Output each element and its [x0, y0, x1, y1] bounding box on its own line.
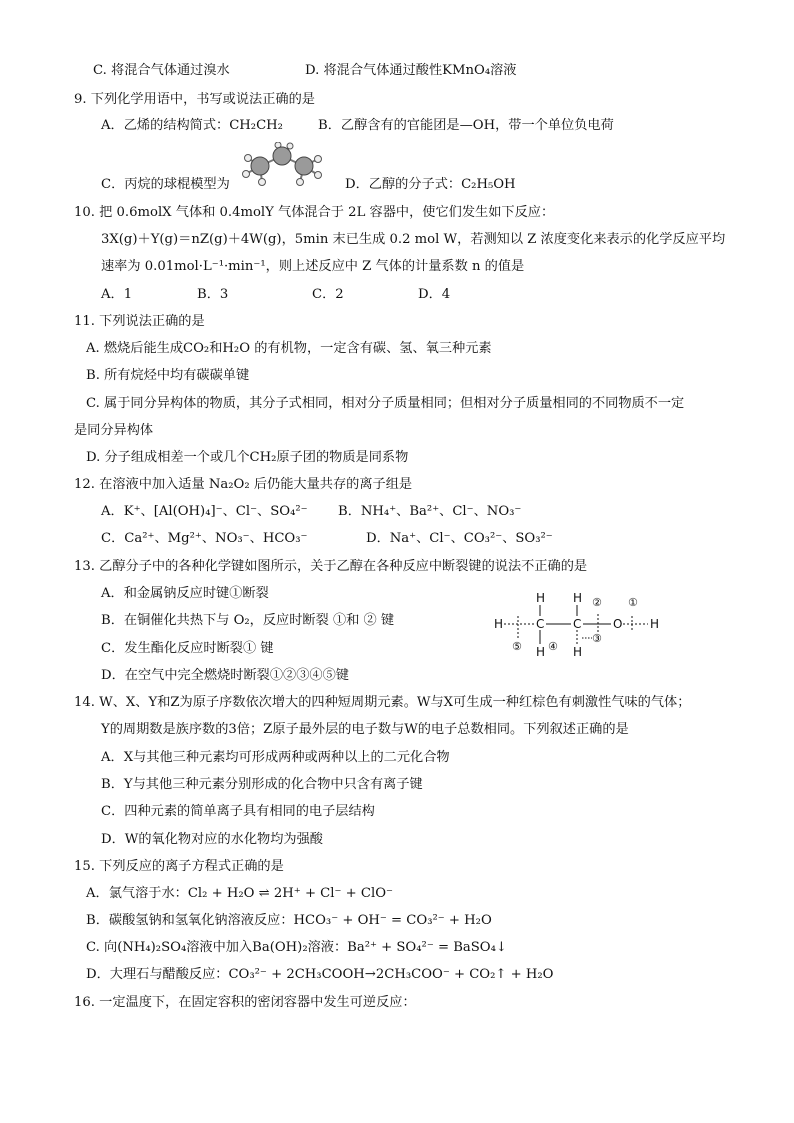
text-line-l31: 14. W、X、Y和Z为原子序数依次增大的四种短周期元素。W与X可生成一种红棕色有刺激性气味的气体；: [74, 695, 691, 710]
text-line-l17: B. 所有烷烃中均有碳碳单键: [86, 368, 250, 383]
atom-h-right: H: [650, 617, 660, 631]
text-line-l09: 3X(g)＋Y(g)＝nZ(g)＋4W(g)，5min 末已生成 0.2 mol W，若测知以 Z 浓度变化来表示的化学反应平均: [101, 232, 726, 247]
text-line-l13: C．2: [312, 287, 344, 302]
text-line-l42: 16. 一定温度下，在固定容积的密闭容器中发生可逆反应：: [74, 995, 416, 1010]
text-line-l39: B．碳酸氢钠和氢氧化钠溶液反应：HCO₃⁻ + OH⁻ = CO₃²⁻ + H₂O: [86, 913, 492, 928]
atom-h-top1: H: [536, 592, 546, 605]
text-line-l38: A．氯气溶于水：Cl₂ + H₂O ⇌ 2H⁺ + Cl⁻ + ClO⁻: [86, 886, 393, 901]
text-line-l37: 15. 下列反应的离子方程式正确的是: [74, 859, 284, 874]
text-line-l10: 速率为 0.01mol·L⁻¹·min⁻¹，则上述反应中 Z 气体的计量系数 n 的值是: [101, 259, 525, 274]
bond-label-4: ④: [548, 640, 558, 653]
text-line-l15: 11. 下列说法正确的是: [74, 314, 205, 329]
text-line-l06: C．丙烷的球棍模型为: [101, 177, 230, 192]
text-line-l01: C. 将混合气体通过溴水: [93, 63, 230, 78]
text-line-l24: C．Ca²⁺、Mg²⁺、NO₃⁻、HCO₃⁻: [101, 531, 308, 546]
text-line-l28: B．在铜催化共热下与 O₂，反应时断裂 ①和 ② 键: [101, 613, 395, 628]
text-line-l36: D．W的氧化物对应的水化物均为强酸: [101, 832, 323, 847]
bond-label-1: ①: [628, 596, 638, 609]
text-line-l08: 10. 把 0.6molX 气体和 0.4molY 气体混合于 2L 容器中，使它们发生如下反应：: [74, 205, 555, 220]
text-line-l12: B．3: [197, 287, 229, 302]
text-line-l41: D．大理石与醋酸反应：CO₃²⁻ + 2CH₃COOH→2CH₃COO⁻ + CO₂↑ + H₂O: [86, 967, 554, 982]
text-line-l30: D．在空气中完全燃烧时断裂①②③④⑤键: [101, 668, 349, 683]
bond-label-2: ②: [592, 596, 602, 609]
atom-o: O: [613, 617, 623, 631]
text-line-l20: D. 分子组成相差一个或几个CH₂原子团的物质是同系物: [86, 450, 409, 465]
text-line-l21: 12. 在溶液中加入适量 Na₂O₂ 后仍能大量共存的离子组是: [74, 477, 413, 492]
atom-c2: C: [573, 617, 582, 631]
text-line-l02: D. 将混合气体通过酸性KMnO₄溶液: [305, 63, 517, 78]
text-line-l32: Y的周期数是族序数的3倍；Z原子最外层的电子数与W的电子总数相同。下列叙述正确的是: [101, 722, 629, 737]
text-line-l03: 9. 下列化学用语中，书写或说法正确的是: [74, 92, 315, 107]
propane-ball-stick-model: [238, 142, 328, 190]
text-line-l40: C. 向(NH₄)₂SO₄溶液中加入Ba(OH)₂溶液：Ba²⁺ + SO₄²⁻ = BaSO₄↓: [86, 940, 507, 955]
ethanol-bond-diagram: [488, 592, 678, 664]
text-line-l14: D．4: [418, 287, 451, 302]
text-line-l22: A．K⁺、[Al(OH)₄]⁻、Cl⁻、SO₄²⁻: [101, 504, 308, 519]
bond-label-3: ③: [592, 632, 602, 645]
text-line-l26: 13. 乙醇分子中的各种化学键如图所示，关于乙醇在各种反应中断裂键的说法不正确的是: [74, 559, 588, 574]
atom-h-top2: H: [573, 592, 583, 605]
text-line-l19: 是同分异构体: [74, 423, 154, 438]
text-line-l35: C．四种元素的简单离子具有相同的电子层结构: [101, 804, 375, 819]
text-line-l27: A．和金属钠反应时键①断裂: [101, 586, 269, 601]
text-line-l33: A．X与其他三种元素均可形成两种或两种以上的二元化合物: [101, 750, 450, 765]
text-line-l25: D．Na⁺、Cl⁻、CO₃²⁻、SO₃²⁻: [366, 531, 553, 546]
atom-h-bot1: H: [536, 645, 546, 659]
text-line-l23: B．NH₄⁺、Ba²⁺、Cl⁻、NO₃⁻: [338, 504, 522, 519]
text-line-l29: C．发生酯化反应时断裂① 键: [101, 641, 274, 656]
text-line-l11: A．1: [101, 287, 133, 302]
text-line-l05: B．乙醇含有的官能团是—OH，带一个单位负电荷: [318, 118, 614, 133]
text-line-l34: B．Y与其他三种元素分别形成的化合物中只含有离子键: [101, 777, 423, 792]
bond-label-5: ⑤: [512, 640, 522, 653]
text-line-l04: A．乙烯的结构简式：CH₂CH₂: [101, 118, 283, 133]
atom-h-bot2: H: [573, 645, 583, 659]
text-line-l16: A. 燃烧后能生成CO₂和H₂O 的有机物，一定含有碳、氢、氧三种元素: [86, 341, 492, 356]
atom-c1: C: [536, 617, 545, 631]
text-line-l07: D．乙醇的分子式：C₂H₅OH: [345, 177, 516, 192]
atom-h-left: H: [494, 617, 504, 631]
text-line-l18: C. 属于同分异构体的物质，其分子式相同，相对分子质量相同；但相对分子质量相同的不同物质不一定: [86, 396, 685, 411]
